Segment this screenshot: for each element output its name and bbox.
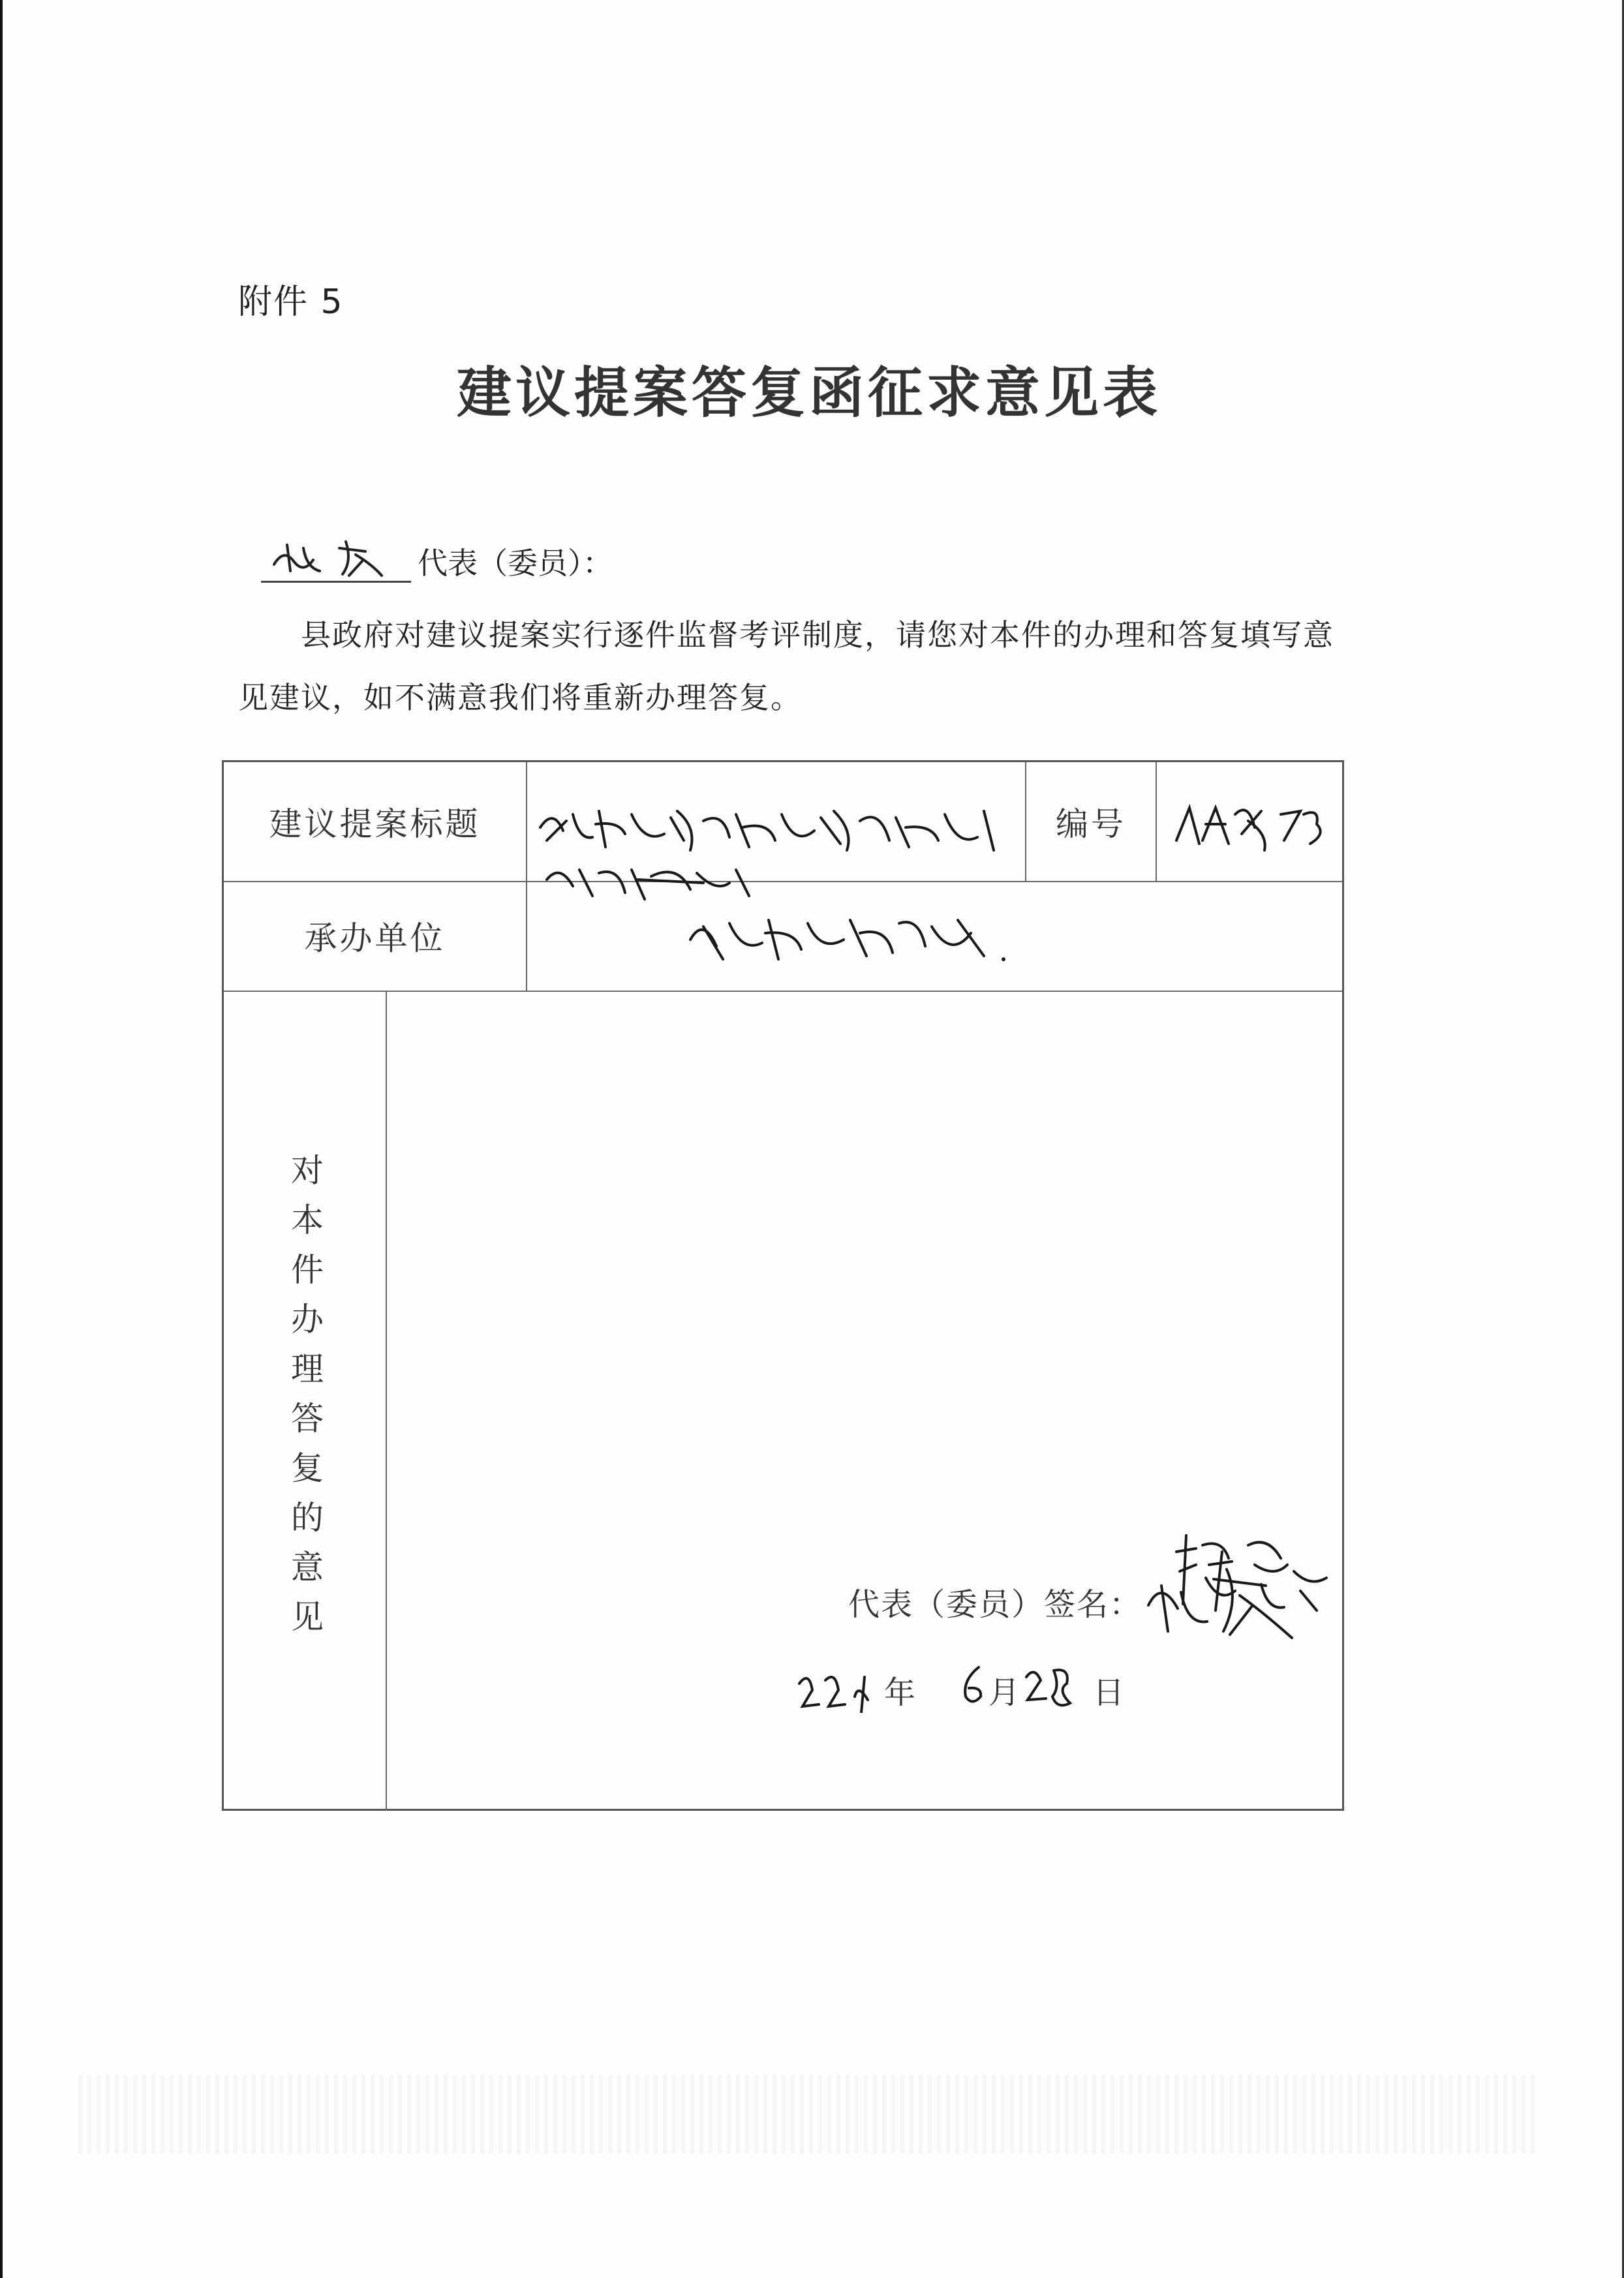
table-row-title <box>224 762 1342 882</box>
unit-label-cell <box>224 881 527 991</box>
title-label: 建议提案标题 <box>269 805 481 843</box>
feedback-form-table <box>222 760 1344 1811</box>
title-value-cell <box>527 762 1026 881</box>
unit-handwritten-value <box>684 907 1010 972</box>
number-label-cell <box>1026 762 1157 881</box>
opinion-label: 对本件办理答复的意见 <box>286 1152 324 1649</box>
signature-label: 代表（委员）签名： <box>848 1586 1142 1623</box>
title-label-cell <box>224 762 527 881</box>
opinion-label-cell <box>224 991 387 1811</box>
unit-value-cell <box>527 881 1343 991</box>
scan-noise <box>78 2075 1540 2153</box>
date-month-handwritten <box>956 1661 988 1710</box>
date-year-label: 年 <box>884 1674 916 1711</box>
unit-label: 承办单位 <box>304 919 446 957</box>
number-value-cell <box>1157 762 1342 881</box>
instruction-paragraph: 县政府对建议提案实行逐件监督考评制度，请您对本件的办理和答复填写意见建议，如不满意我们将重新办理答复。 <box>238 617 1334 715</box>
signature-line <box>848 1579 1142 1624</box>
salutation <box>261 535 613 581</box>
date-year-handwritten <box>793 1664 884 1713</box>
attachment-label: 附件 5 <box>238 283 344 322</box>
salutation-suffix: 代表（委员）： <box>418 546 613 581</box>
document-title: 建议提案答复函征求意见表 <box>457 360 1162 425</box>
scan-edge-left <box>0 0 3 2278</box>
date-month-label: 月 <box>988 1674 1020 1711</box>
date-line <box>793 1661 1184 1713</box>
number-handwritten-value <box>1170 795 1333 854</box>
opinion-label-wrap <box>224 991 386 1811</box>
salutation-name-field <box>261 535 411 583</box>
salutation-handwritten-name <box>268 535 398 581</box>
date-day-label: 日 <box>1093 1674 1125 1711</box>
table-row-unit <box>224 881 1342 992</box>
date-day-handwritten <box>1021 1661 1080 1710</box>
signature-handwritten <box>1142 1560 1298 1644</box>
number-label: 编号 <box>1056 805 1126 843</box>
